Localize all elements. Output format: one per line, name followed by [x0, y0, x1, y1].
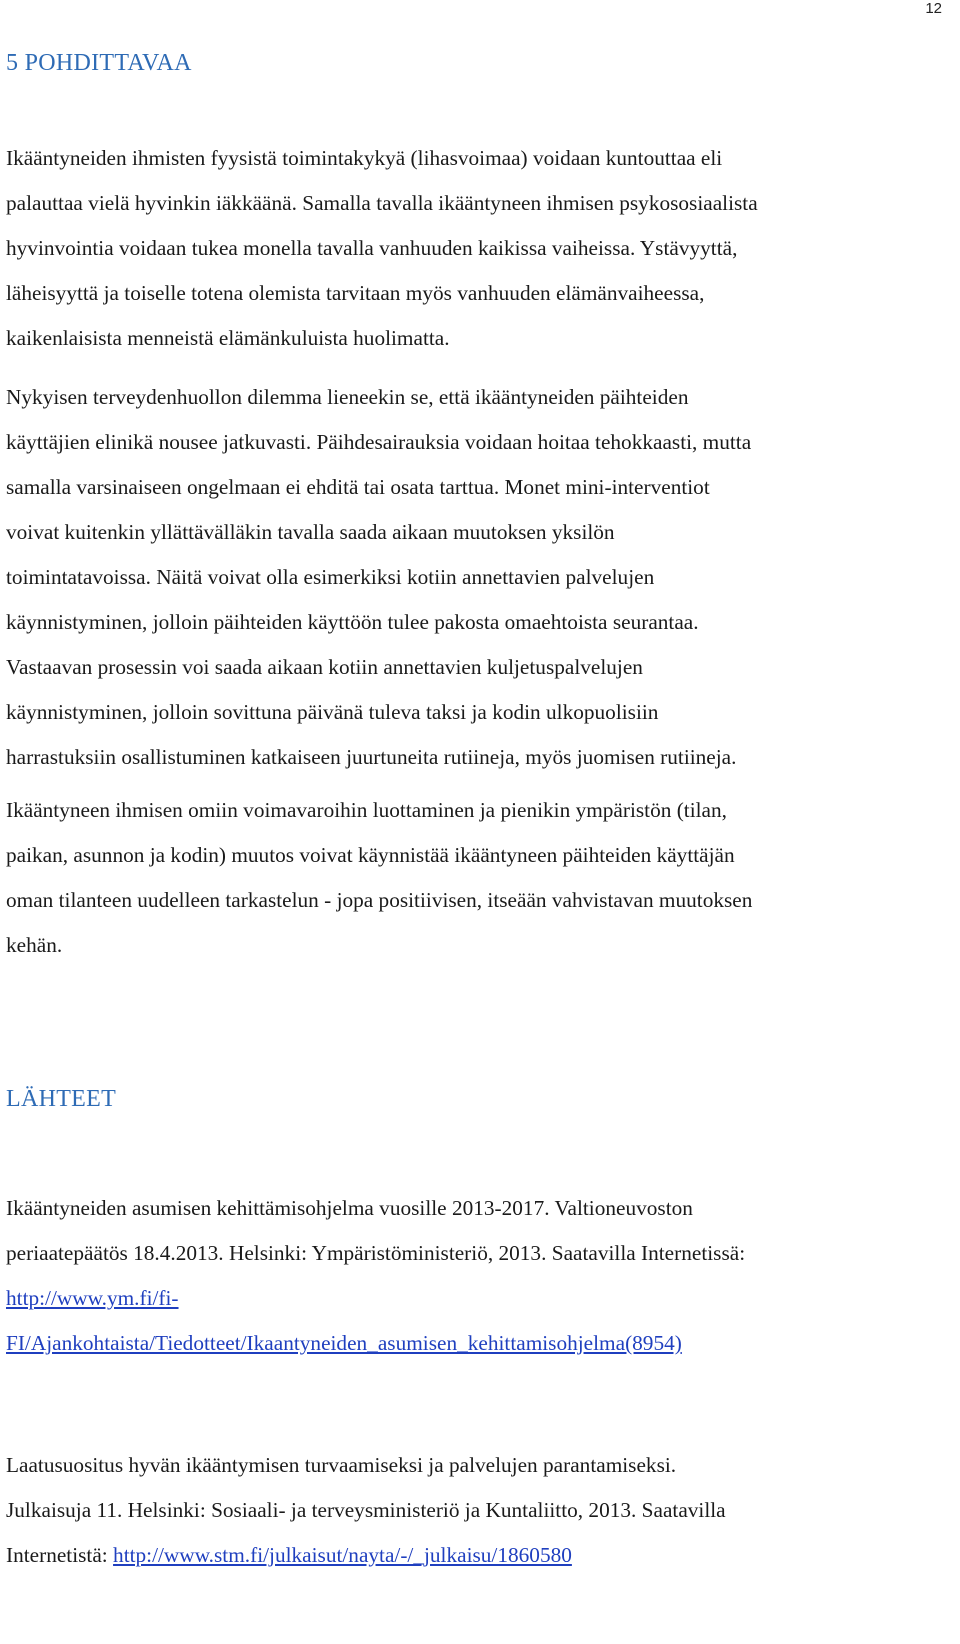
- reference-1: [6, 1186, 745, 1366]
- paragraph-2: [6, 375, 751, 780]
- text-line: harrastuksiin osallistuminen katkaiseen juurtuneita rutiineja, myös juomisen rutiineja.: [6, 745, 737, 769]
- paragraph-3: [6, 788, 752, 968]
- text-line: Nykyisen terveydenhuollon dilemma lieneekin se, että ikääntyneiden päihteiden: [6, 385, 689, 409]
- reference-text-line: [6, 1533, 726, 1578]
- link-prefix: Internetistä:: [6, 1543, 114, 1567]
- reference-link[interactable]: http://www.stm.fi/julkaisut/nayta/-/_julkaisu/1860580: [113, 1543, 572, 1567]
- reference-2: [6, 1443, 726, 1578]
- page-number: 12: [925, 0, 942, 17]
- text-line: oman tilanteen uudelleen tarkastelun - jopa positiivisen, itseään vahvistavan muutoksen: [6, 888, 753, 912]
- text-line: samalla varsinaiseen ongelmaan ei ehditä tai osata tarttua. Monet mini-interventiot: [6, 475, 710, 499]
- text-line: käyttäjien elinikä nousee jatkuvasti. Päihdesairauksia voidaan hoitaa tehokkaasti, mutta: [6, 430, 752, 454]
- text-line: läheisyyttä ja toiselle totena olemista tarvitaan myös vanhuuden elämänvaiheessa,: [6, 281, 705, 305]
- text-line: Ikääntyneiden ihmisten fyysistä toimintakykyä (lihasvoimaa) voidaan kuntouttaa eli: [6, 146, 723, 170]
- text-line: palauttaa vielä hyvinkin iäkkäänä. Samalla tavalla ikääntyneen ihmisen psykososiaalista: [6, 191, 758, 215]
- section-heading: 5 POHDITTAVAA: [6, 50, 192, 76]
- text-line: voivat kuitenkin yllättävälläkin tavalla saada aikaan muutoksen yksilön: [6, 520, 615, 544]
- reference-text-line: periaatepäätös 18.4.2013. Helsinki: Ympäristöministeriö, 2013. Saatavilla Internetissä:: [6, 1241, 746, 1265]
- text-line: toimintatavoissa. Näitä voivat olla esimerkiksi kotiin annettavien palvelujen: [6, 565, 655, 589]
- text-line: paikan, asunnon ja kodin) muutos voivat käynnistää ikääntyneen päihteiden käyttäjän: [6, 843, 735, 867]
- reference-link[interactable]: http://www.ym.fi/fi-: [6, 1286, 179, 1310]
- references-heading: LÄHTEET: [6, 1086, 117, 1112]
- text-line: kehän.: [6, 933, 63, 957]
- reference-text-line: Laatusuositus hyvän ikääntymisen turvaamiseksi ja palvelujen parantamiseksi.: [6, 1453, 677, 1477]
- text-line: kaikenlaisista menneistä elämänkuluista huolimatta.: [6, 326, 450, 350]
- reference-text-line: Julkaisuja 11. Helsinki: Sosiaali- ja terveysministeriö ja Kuntaliitto, 2013. Saatavilla: [6, 1498, 726, 1522]
- text-line: käynnistyminen, jolloin päihteiden käyttöön tulee pakosta omaehtoista seurantaa.: [6, 610, 699, 634]
- reference-text-line: Ikääntyneiden asumisen kehittämisohjelma vuosille 2013-2017. Valtioneuvoston: [6, 1196, 693, 1220]
- text-line: hyvinvointia voidaan tukea monella tavalla vanhuuden kaikissa vaiheissa. Ystävyyttä,: [6, 236, 738, 260]
- text-line: käynnistyminen, jolloin sovittuna päivänä tuleva taksi ja kodin ulkopuolisiin: [6, 700, 659, 724]
- paragraph-1: [6, 136, 758, 361]
- text-line: Ikääntyneen ihmisen omiin voimavaroihin luottaminen ja pienikin ympäristön (tilan,: [6, 798, 727, 822]
- reference-link[interactable]: FI/Ajankohtaista/Tiedotteet/Ikaantyneiden_asumisen_kehittamisohjelma(8954): [6, 1331, 682, 1355]
- text-line: Vastaavan prosessin voi saada aikaan kotiin annettavien kuljetuspalvelujen: [6, 655, 643, 679]
